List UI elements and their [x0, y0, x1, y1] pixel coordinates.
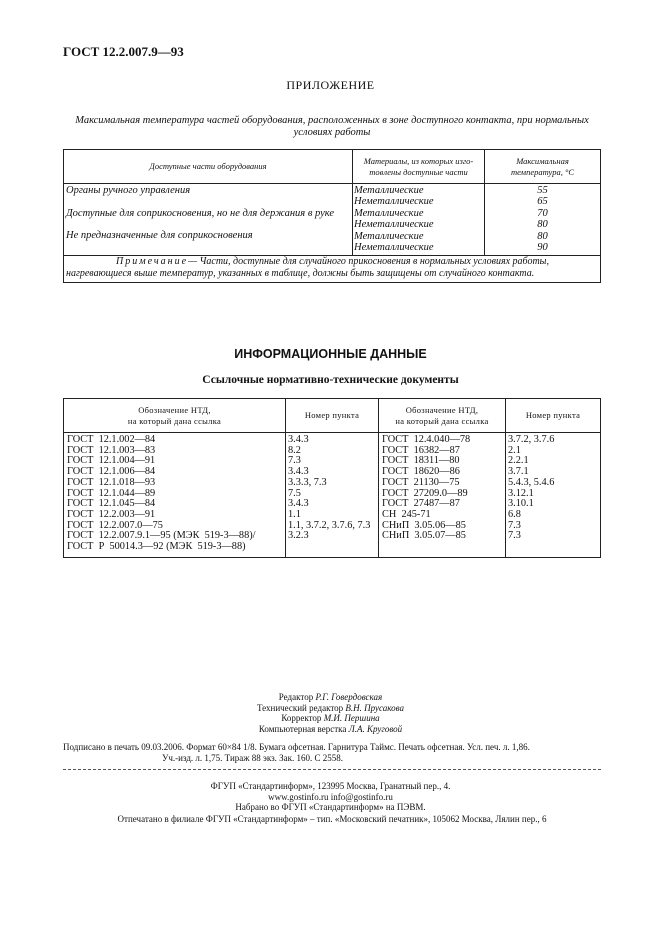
table1-header-materials-line2: товлены доступные части — [369, 167, 468, 177]
info-section-title: ИНФОРМАЦИОННЫЕ ДАННЫЕ — [234, 347, 427, 361]
table1-header-temperature — [485, 156, 600, 178]
table1-note — [66, 256, 598, 280]
publisher-address: ФГУП «Стандартинформ», 123995 Москва, Гранатный пер., 4. — [210, 781, 451, 791]
table1-material-cell: Неметаллические — [354, 196, 434, 208]
table2-header-ntd-left — [64, 405, 285, 427]
credit-editor — [0, 692, 661, 703]
table1-material-cell: Металлические — [354, 230, 424, 242]
table1-header-materials — [353, 156, 484, 178]
table2-header-ntd-right — [379, 405, 505, 427]
credits-block — [0, 692, 661, 734]
table2-header-ntd-right-line2: на который дана ссылка — [395, 416, 489, 426]
credit-layout — [0, 724, 661, 735]
table1-note-label: Примечание — [116, 256, 189, 267]
credit-tech-editor — [0, 703, 661, 714]
table1-material-cell: Неметаллические — [354, 219, 434, 231]
table1-temperature-cell: 80 — [537, 230, 548, 242]
publisher-block — [0, 781, 661, 813]
table2-header-ntd-left-line1: Обозначение НТД, — [138, 405, 211, 415]
table1-temperature-cell: 70 — [537, 207, 548, 219]
table1-header-rule — [64, 183, 600, 184]
credit-tech-editor-name: В.Н. Прусакова — [345, 702, 405, 713]
max-temperature-table — [63, 149, 601, 283]
table1-header-temperature-line1: Максимальная — [516, 156, 569, 166]
credit-layout-name: Л.А. Круговой — [348, 723, 403, 734]
table1-material-cell: Металлические — [354, 207, 424, 219]
table1-material-cell: Металлические — [354, 185, 424, 196]
publisher-contacts: www.gostinfo.ru info@gostinfo.ru — [268, 791, 393, 802]
appendix-title: ПРИЛОЖЕНИЕ — [286, 78, 375, 92]
table1-header-materials-line1: Материалы, из которых изго- — [363, 156, 474, 166]
table1-caption-line1: Максимальная температура частей оборудования, расположенных в зоне доступного контакта, при нормальных — [75, 115, 589, 126]
table1-temperature-cell: 65 — [537, 196, 548, 208]
credit-proofreader-label: Корректор — [281, 713, 322, 724]
table2-header-item-left: Номер пункта — [304, 410, 360, 420]
table1-temperature-cell: 55 — [537, 185, 548, 196]
table2-header-ntd-right-line1: Обозначение НТД, — [405, 405, 479, 415]
table2-divider — [505, 399, 506, 557]
table1-caption — [63, 115, 601, 139]
table1-temperature-cell: 90 — [537, 242, 548, 253]
table2-right-items: 3.7.2, 3.7.6 2.1 2.2.1 3.7.1 5.4.3, 5.4.6 3.12.1 3.10.1 6.8 7.3 7.3 — [508, 434, 555, 542]
table1-caption-line2: условиях работы — [293, 127, 371, 138]
credit-editor-label: Редактор — [278, 692, 314, 702]
table1-header-temperature-line2: температура, °С — [510, 167, 575, 177]
table1-part-cell: Не предназначенные для соприкосновения — [66, 230, 253, 241]
imprint-line2: Уч.-изд. л. 1,75. Тираж 88 экз. Зак. 160. С 2558. — [162, 753, 344, 763]
credit-layout-label: Компьютерная верстка — [258, 723, 347, 734]
credit-proofreader-name: М.И. Першина — [323, 713, 380, 724]
table2-divider — [285, 399, 286, 557]
credit-editor-name: Р.Г. Говердовская — [315, 692, 383, 702]
table2-header-ntd-left-line2: на который дана ссылка — [127, 416, 222, 426]
printed-by: Отпечатано в филиале ФГУП «Стандартинформ» – тип. «Московский печатник», 105062 Москва, Лялин пер., 6 — [117, 814, 547, 824]
table1-note-text: — Части, доступные для случайного прикосновения в нормальных условиях работы, нагревающиеся выше температур, указанных в таблице, должны быть защищены от случайного контакта. — [66, 256, 549, 279]
references-title: Ссылочные нормативно-технические документы — [202, 374, 459, 386]
table2-left-items: 3.4.3 8.2 7.3 3.4.3 3.3.3, 7.3 7.5 3.4.3 1.1 1.1, 3.7.2, 3.7.6, 7.3 3.2.3 — [288, 434, 371, 542]
imprint-line1: Подписано в печать 09.03.2006. Формат 60×84 1/8. Бумага офсетная. Гарнитура Таймс. Печать офсетная. Усл. печ. л. 1,86. — [63, 742, 530, 752]
print-imprint — [63, 742, 601, 764]
separator-line — [63, 769, 601, 770]
table2-right-documents: ГОСТ 12.4.040—78 ГОСТ 16382—87 ГОСТ 18311—80 ГОСТ 18620—86 ГОСТ 21130—75 ГОСТ 27209.0—89 ГОСТ 27487—87 СН 245-71 СНиП 3.05.06—85 СНиП 3.05.07—85 — [382, 434, 471, 542]
publisher-typeset: Набрано во ФГУП «Стандартинформ» на ПЭВМ. — [235, 802, 426, 813]
table1-temperature-cell: 80 — [537, 219, 548, 231]
table1-header-parts: Доступные части оборудования — [149, 161, 267, 171]
table2-header-rule — [64, 432, 600, 433]
credit-tech-editor-label: Технический редактор — [256, 702, 344, 713]
references-table — [63, 398, 601, 558]
table1-material-cell: Неметаллические — [354, 242, 434, 253]
document-code: ГОСТ 12.2.007.9—93 — [63, 44, 184, 59]
table2-left-documents: ГОСТ 12.1.002—84 ГОСТ 12.1.003—83 ГОСТ 12.1.004—91 ГОСТ 12.1.006—84 ГОСТ 12.1.018—93 ГОСТ 12.1.044—89 ГОСТ 12.1.045—84 ГОСТ 12.2.003—91 ГОСТ 12.2.007.0—75 ГОСТ 12.2.007.9.1—95 (МЭК 519-3—88)/ ГОСТ Р 50014.3—92 (МЭК 519-3—88) — [67, 434, 256, 553]
credit-proofreader — [0, 713, 661, 724]
table1-part-cell: Органы ручного управления — [66, 185, 191, 196]
table1-part-cell: Доступные для соприкосновения, но не для держания в руке — [66, 208, 335, 219]
table2-header-item-right: Номер пункта — [525, 410, 581, 420]
